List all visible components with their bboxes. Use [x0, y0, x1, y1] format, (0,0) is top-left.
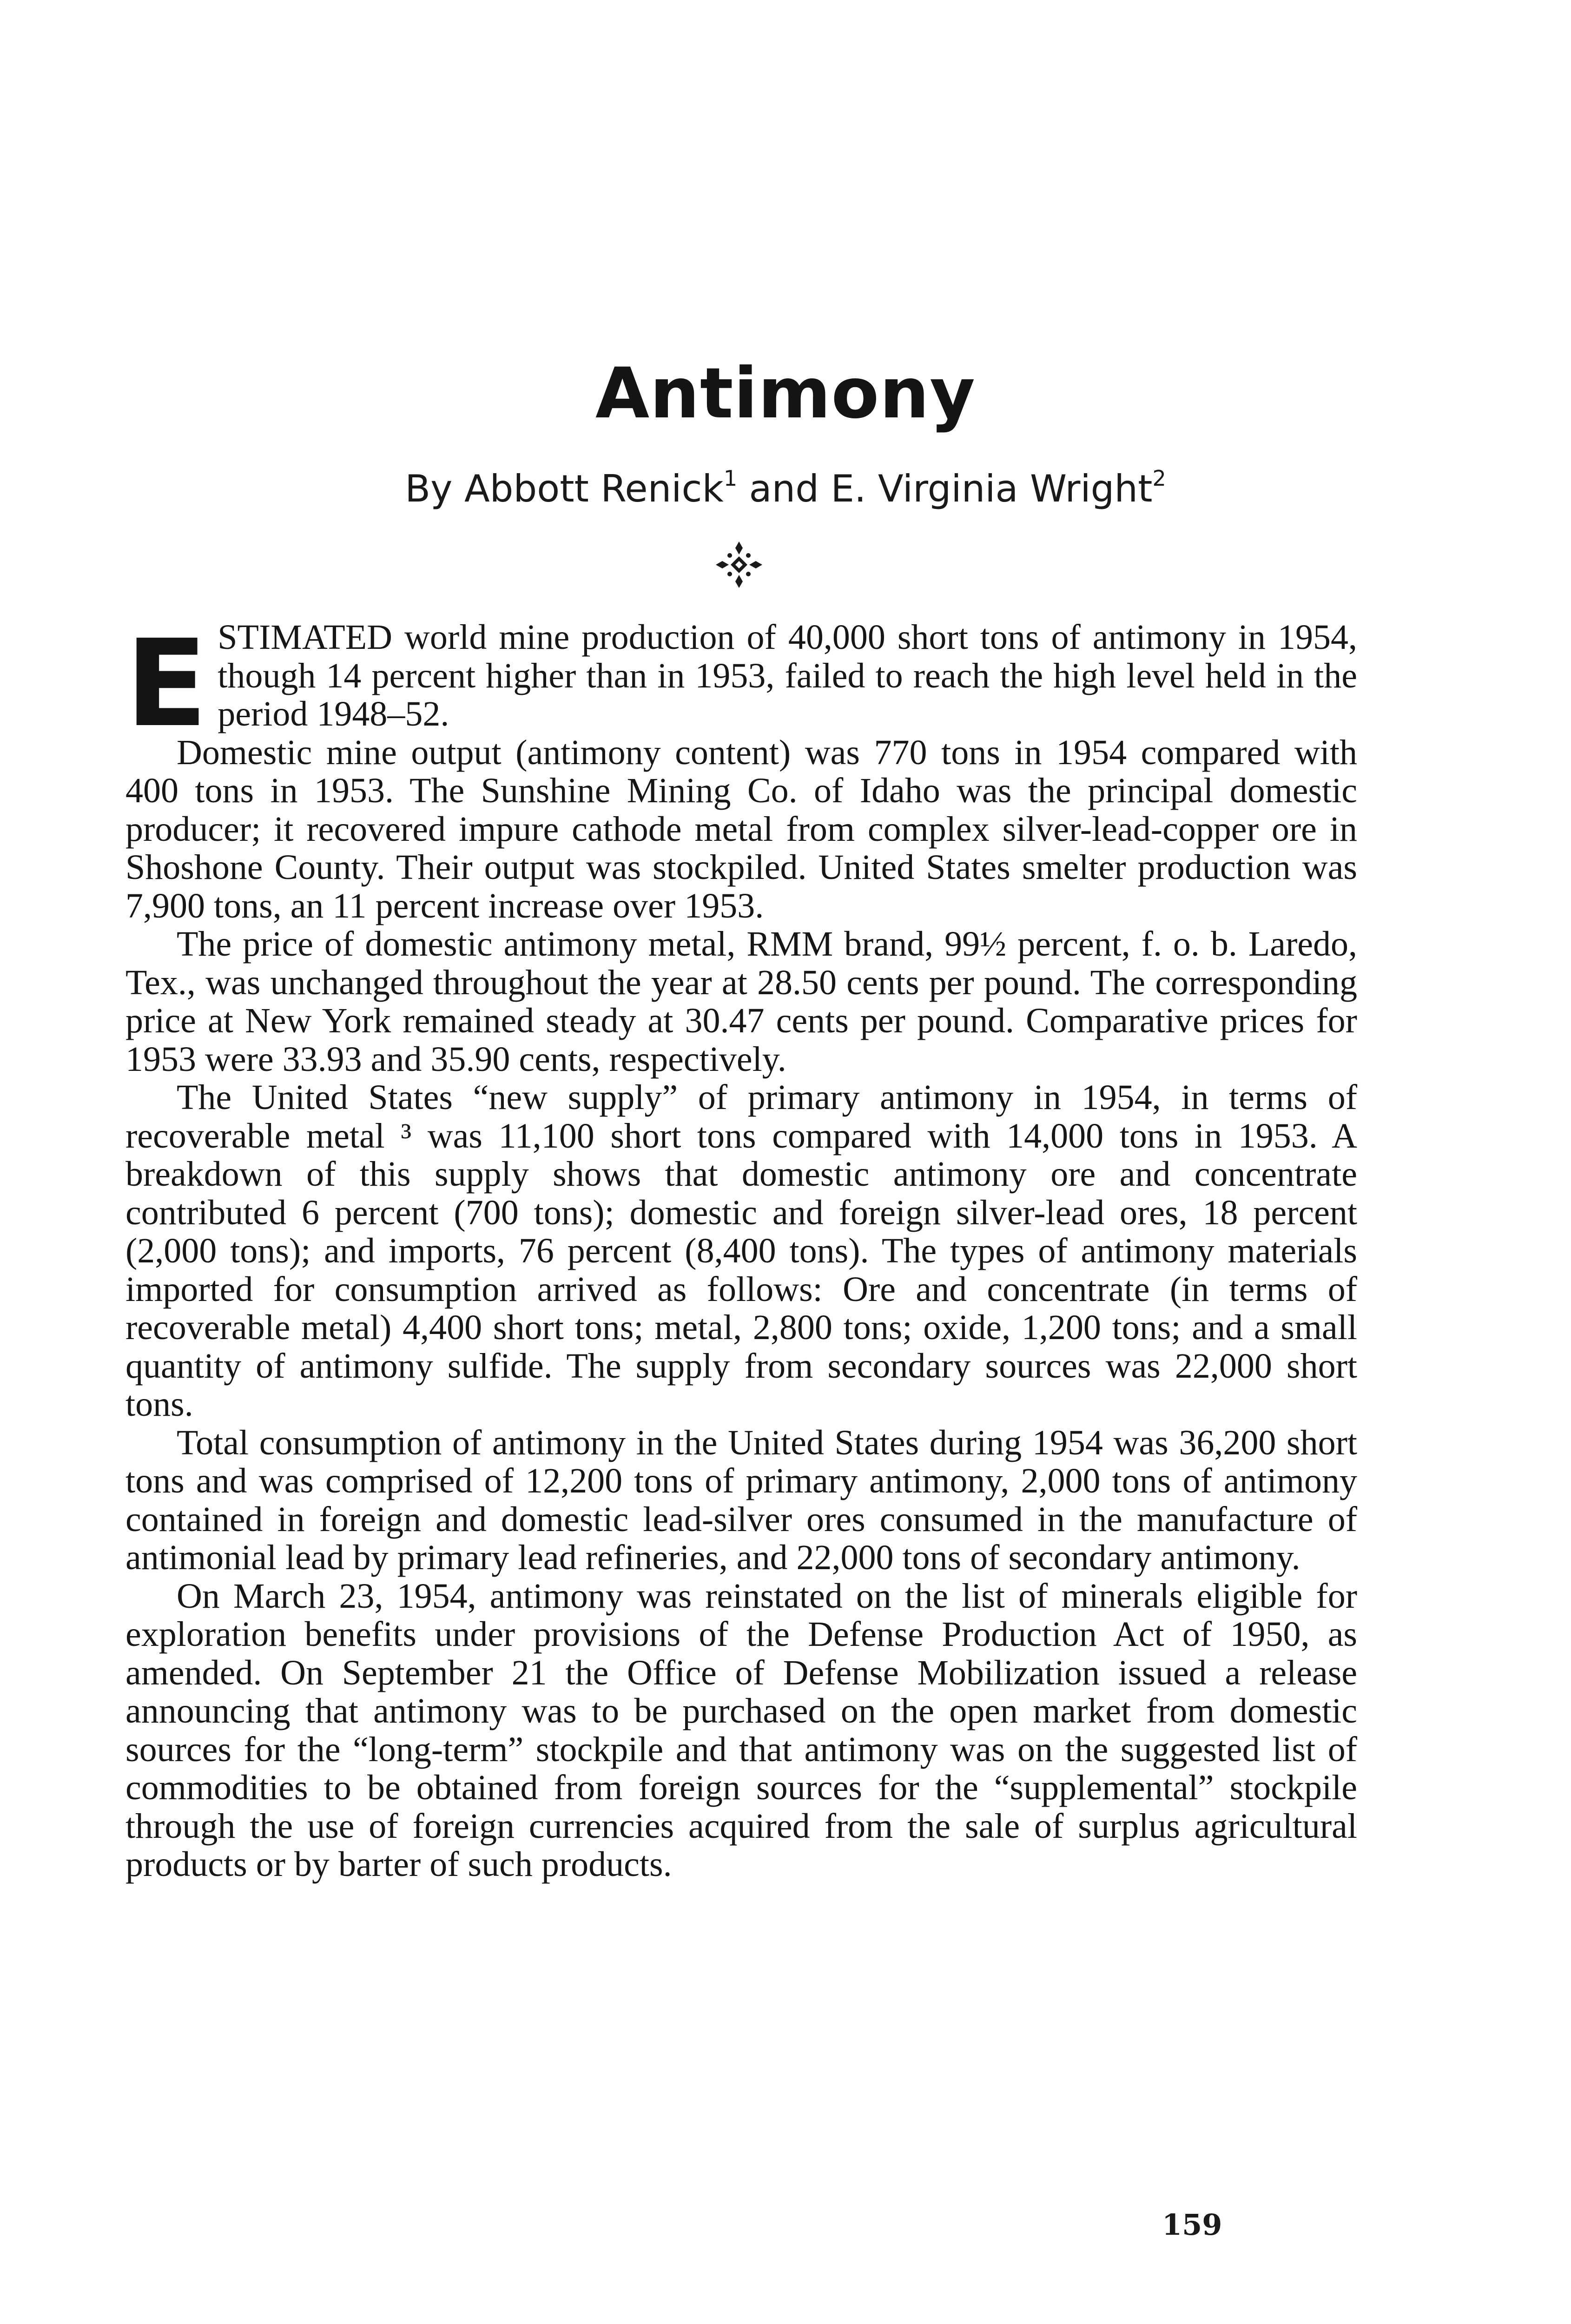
- author-2: E. Virginia Wright: [831, 467, 1153, 510]
- author-1: Abbott Renick: [464, 467, 724, 510]
- paragraph-1: [125, 614, 1357, 753]
- author-1-footnote-ref[interactable]: 1: [723, 466, 738, 491]
- paragraph-3: The price of domestic antimony metal, RMM brand, 99½ percent, f. o. b. Laredo, Tex., was unchanged throughout the year at 28.50 cents per pound. The corresponding price at New York remained steady at 30.47 cents per pound. Comparative prices for 1953 were 33.93 and 35.90 cents, respectively.: [125, 924, 1357, 1079]
- byline-prefix: By: [405, 467, 453, 510]
- article-body: [125, 614, 1357, 1884]
- drop-cap: E: [125, 614, 208, 753]
- paragraph-6: On March 23, 1954, antimony was reinstated on the list of minerals eligible for exploration benefits under provisions of the Defense Production Act of 1950, as amended. On September 21 the Office of Defense Mobilization issued a release announcing that antimony was to be purchased on the open market from domestic sources for the “long-term” stockpile and that antimony was on the suggested list of commodities to be obtained from foreign sources for the “supplemental” stockpile through the use of foreign currencies acquired from the sale of surplus agricultural products or by barter of such products.: [125, 1576, 1357, 1884]
- byline-conjunction: and: [749, 467, 819, 510]
- paragraph-5: Total consumption of antimony in the United States during 1954 was 36,200 short tons and was comprised of 12,200 tons of primary antimony, 2,000 tons of antimony contained in foreign and domestic lead-silver ores consumed in the manufacture of antimonial lead by primary lead refineries, and 22,000 tons of secondary antimony.: [125, 1423, 1357, 1577]
- paragraph-1-text: STIMATED world mine production of 40,000 short tons of antimony in 1954, though 14 percent higher than in 1953, failed to reach the high level held in the period 1948–52.: [218, 618, 1357, 733]
- page-number: 159: [1162, 2208, 1222, 2242]
- paragraph-2: Domestic mine output (antimony content) was 770 tons in 1954 compared with 400 tons in 1953. The Sunshine Mining Co. of Idaho was the principal domestic producer; it recovered impure cathode metal from complex silver-lead-copper ore in Shoshone County. Their output was stockpiled. United States smelter production was 7,900 tons, an 11 percent increase over 1953.: [125, 733, 1357, 925]
- author-2-footnote-ref[interactable]: 2: [1152, 466, 1166, 491]
- paragraph-4: The United States “new supply” of primary antimony in 1954, in terms of recoverable metal ³ was 11,100 short tons compared with 14,000 tons in 1953. A breakdown of this supply shows that domestic antimony ore and concentrate contributed 6 percent (700 tons); domestic and foreign silver-lead ores, 18 percent (2,000 tons); and imports, 76 percent (8,400 tons). The types of antimony materials imported for consumption arrived as follows: Ore and concentrate (in terms of recoverable metal) 4,400 short tons; metal, 2,800 tons; oxide, 1,200 tons; and a small quantity of antimony sulfide. The supply from secondary sources was 22,000 short tons.: [125, 1078, 1357, 1424]
- byline: [0, 467, 1571, 510]
- page-title: Antimony: [595, 353, 976, 434]
- diamond-ornament-icon: [716, 541, 762, 588]
